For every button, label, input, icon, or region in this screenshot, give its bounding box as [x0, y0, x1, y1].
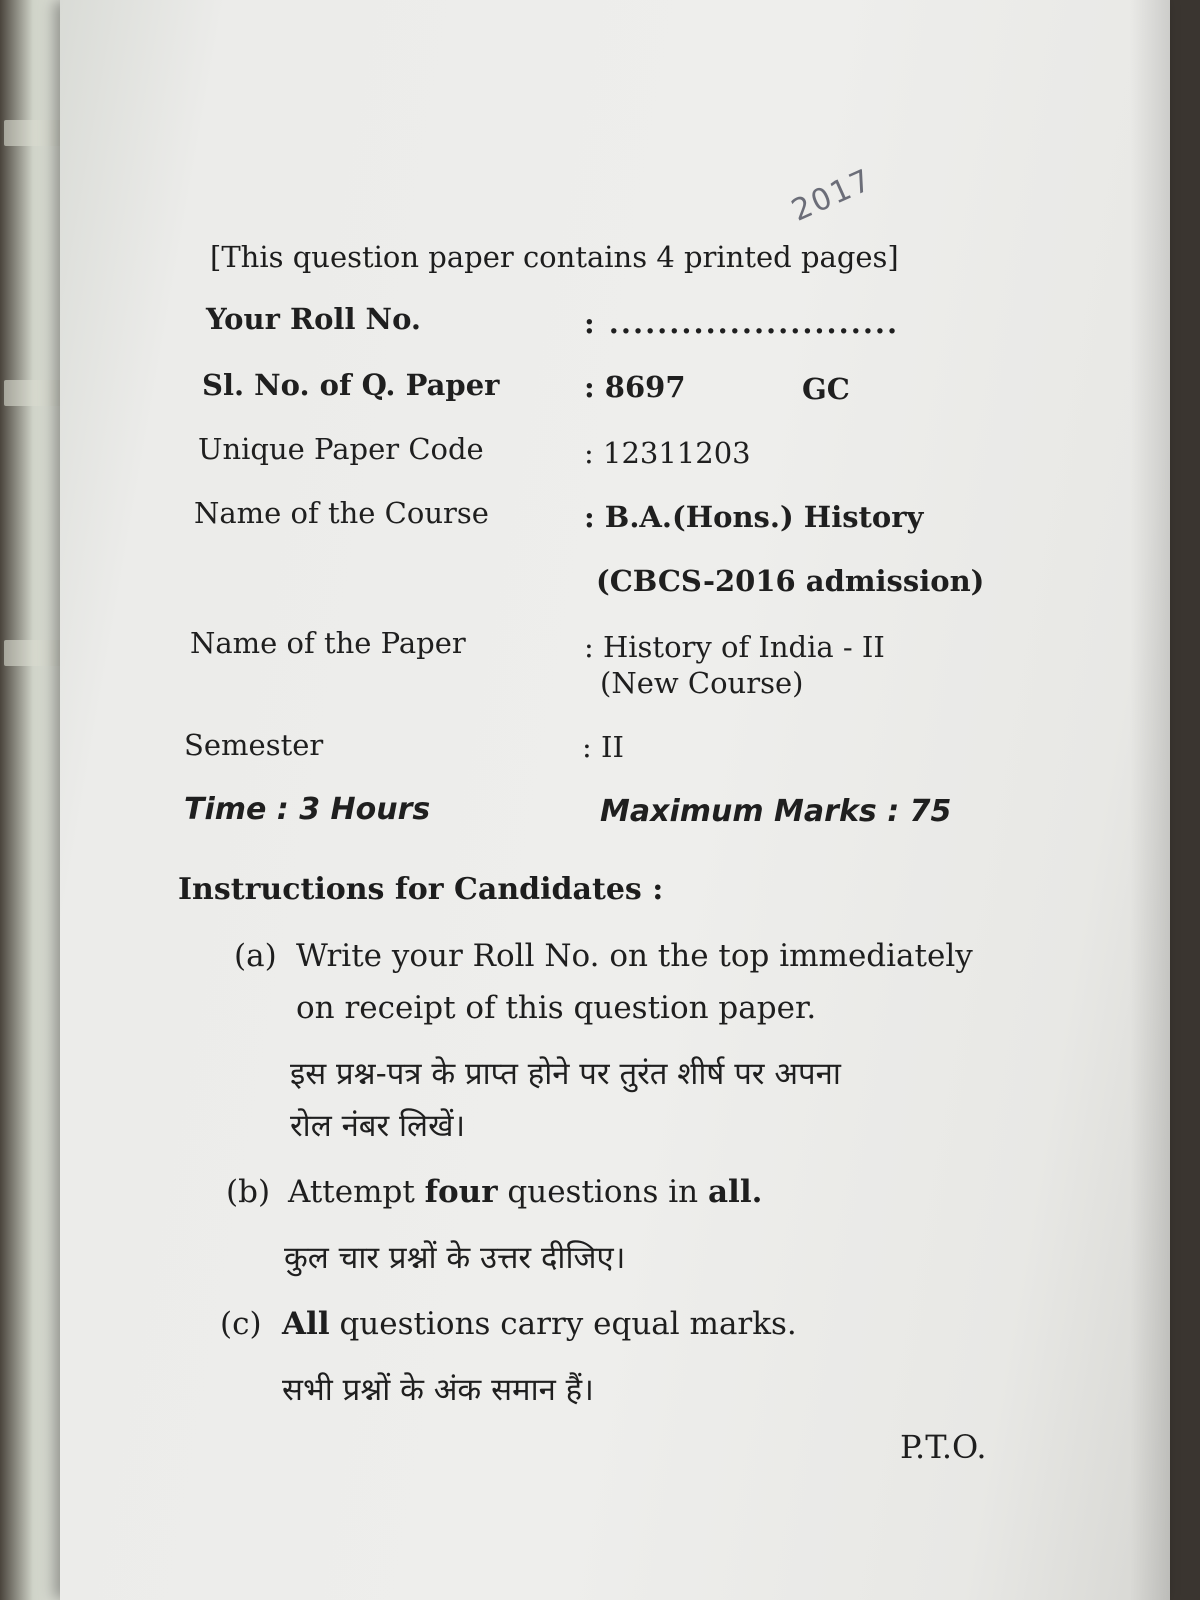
instruction-b-hindi: कुल चार प्रश्नों के उत्तर दीजिए। [284, 1240, 626, 1276]
instruction-a [234, 930, 1056, 1034]
instruction-b-text-mid: questions in [497, 1174, 708, 1210]
semester-value: : II [582, 730, 624, 764]
serial-no-value: : 8697 [584, 370, 686, 404]
paper-name-label: Name of the Paper [190, 626, 466, 660]
maximum-marks: Maximum Marks : 75 [600, 794, 952, 829]
instructions-title: Instructions for Candidates : [178, 872, 664, 907]
paper-code-value: : 12311203 [584, 436, 751, 470]
instruction-b [226, 1166, 1048, 1218]
instruction-a-hindi [290, 1048, 1050, 1152]
instruction-a-line2: on receipt of this question paper. [296, 990, 817, 1026]
page-count-note: [This question paper contains 4 printed pages] [210, 240, 899, 274]
instruction-c [220, 1298, 1042, 1350]
paper-name-value: : History of India - II [584, 630, 885, 664]
paper-name-value-2: (New Course) [600, 666, 804, 700]
handwritten-year: 2017 [786, 162, 878, 229]
instruction-a-marker: (a) [234, 938, 277, 974]
serial-no-extra: GC [802, 372, 850, 406]
course-admission-value: (CBCS-2016 admission) [596, 564, 985, 598]
page-shadow-edge [1130, 0, 1170, 1600]
instruction-c-hindi: सभी प्रश्नों के अंक समान हैं। [282, 1372, 594, 1408]
instruction-c-marker: (c) [220, 1306, 262, 1342]
roll-no-blank: : ........................ [584, 306, 900, 340]
paper-code-label: Unique Paper Code [198, 432, 484, 466]
instruction-c-bold-all: All [282, 1306, 330, 1342]
instruction-a-hindi-line2: रोल नंबर लिखें। [290, 1108, 466, 1144]
instruction-b-bold-four: four [424, 1174, 498, 1210]
course-name-value: : B.A.(Hons.) History [584, 500, 924, 534]
instruction-b-marker: (b) [226, 1174, 271, 1210]
course-name-label: Name of the Course [194, 496, 489, 530]
instruction-a-hindi-line1: इस प्रश्न-पत्र के प्राप्त होने पर तुरंत शीर्ष पर अपना [290, 1056, 841, 1092]
serial-no-label: Sl. No. of Q. Paper [202, 368, 500, 402]
instruction-b-bold-all: all. [707, 1174, 763, 1210]
instruction-c-text: questions carry equal marks. [329, 1306, 797, 1342]
instruction-a-line1: Write your Roll No. on the top immediately [296, 938, 973, 974]
time-allowed: Time : 3 Hours [184, 792, 431, 827]
please-turn-over: P.T.O. [900, 1428, 987, 1466]
semester-label: Semester [184, 728, 324, 762]
instruction-b-text-pre: Attempt [288, 1174, 425, 1210]
roll-no-label: Your Roll No. [206, 302, 421, 336]
